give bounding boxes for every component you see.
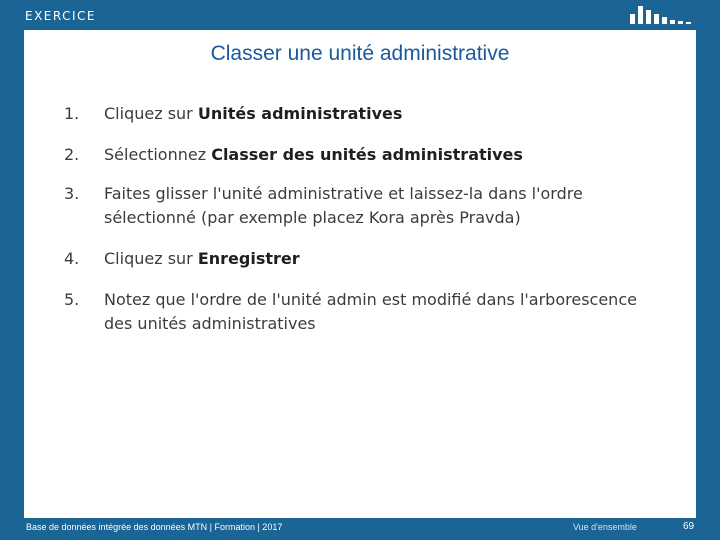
section-label: EXERCICE [25,9,97,23]
step-number: 1. [64,104,80,123]
overview-link[interactable]: Vue d'ensemble [573,522,637,532]
step-4 [64,247,300,271]
step-text: Sélectionnez [104,145,212,164]
step-number: 5. [64,290,80,309]
step-text: Cliquez sur [104,249,198,268]
step-number: 4. [64,249,80,268]
slide-title: Classer une unité administrative [210,42,510,65]
step-number: 3. [64,184,80,203]
step-3 [64,182,664,230]
footer-text: Base de données intégrée des données MTN | Formation | 2017 [26,522,283,532]
step-text: Notez que l'ordre de l'unité admin est modifié dans l'arborescence des unités administratives [104,290,637,333]
step-5 [64,288,664,336]
logo-icon [630,6,696,24]
step-1 [64,102,402,126]
slide-content [24,30,696,518]
step-text: Faites glisser l'unité administrative et laissez-la dans l'ordre sélectionné (par exemple placez Kora après Pravda) [104,184,583,227]
step-text: Cliquez sur [104,104,198,123]
page-number: 69 [683,521,695,532]
step-bold-text: Enregistrer [197,249,300,268]
step-number: 2. [64,145,80,164]
step-2 [64,143,523,167]
step-bold-text: Unités administratives [197,104,403,123]
step-bold-text: Classer des unités administratives [211,145,523,164]
